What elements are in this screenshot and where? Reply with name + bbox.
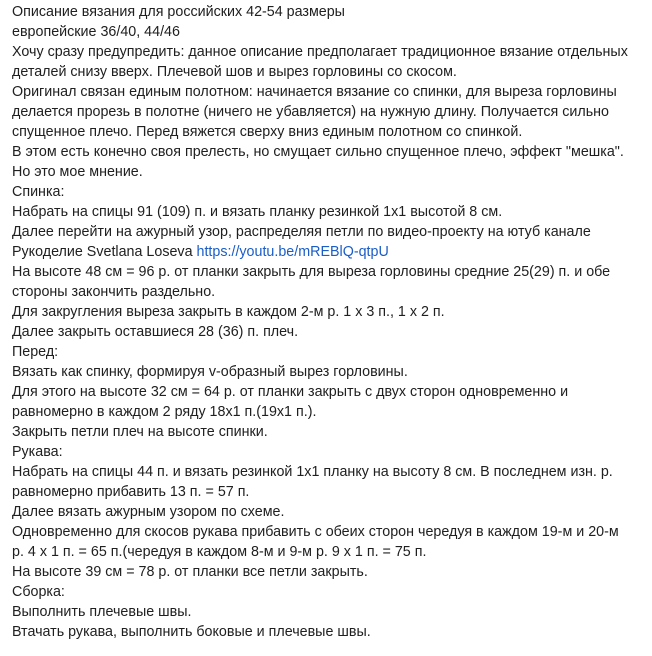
text-line-26: Далее вязать ажурным узором по схеме. [12, 504, 285, 520]
text-line-4: деталей снизу вверх. Плечевой шов и вырез горловины со скосом. [12, 64, 457, 80]
text-line-12: Далее перейти на ажурный узор, распределяя петли по видео-проекту на ютуб канале [12, 224, 591, 240]
youtube-link[interactable]: https://youtu.be/mREBlQ-qtpU [196, 244, 389, 260]
text-line-5: Оригинал связан единым полотном: начинается вязание со спинки, для выреза горловины [12, 84, 617, 100]
text-line-20: Для этого на высоте 32 см = 64 р. от планки закрыть с двух сторон одновременно и [12, 384, 569, 400]
text-line-21: равномерно в каждом 2 ряду 18х1 п.(19х1 п.). [12, 404, 317, 420]
text-line-22: Закрыть петли плеч на высоте спинки. [12, 424, 268, 440]
text-line-8: В этом есть конечно своя прелесть, но смущает сильно спущенное плечо, эффект "мешка". [12, 144, 624, 160]
text-line-16: Для закругления выреза закрыть в каждом 2-м р. 1 х 3 п., 1 х 2 п. [12, 304, 445, 320]
text-line-24: Набрать на спицы 44 п. и вязать резинкой 1х1 планку на высоту 8 см. В последнем изн. р. [12, 464, 613, 480]
text-line-1: Описание вязания для российских 42-54 размеры [12, 4, 345, 20]
text-line-3: Хочу сразу предупредить: данное описание предполагает традиционное вязание отдельных [12, 44, 628, 60]
text-line-17: Далее закрыть оставшиеся 28 (36) п. плеч. [12, 324, 299, 340]
text-line-29: На высоте 39 см = 78 р. от планки все петли закрыть. [12, 564, 368, 580]
channel-line [12, 242, 646, 262]
section-heading-front: Перед: [12, 344, 59, 360]
text-line-28: р. 4 х 1 п. = 65 п.(чередуя в каждом 8-м и 9-м р. 9 х 1 п. = 75 п. [12, 544, 427, 560]
section-heading-sleeves: Рукава: [12, 444, 63, 460]
text-line-7: спущенное плечо. Перед вяжется сверху вниз единым полотном со спинкой. [12, 124, 523, 140]
text-line-15: стороны закончить раздельно. [12, 284, 216, 300]
text-line-9: Но это мое мнение. [12, 164, 143, 180]
section-heading-assembly: Сборка: [12, 584, 65, 600]
text-line-25: равномерно прибавить 13 п. = 57 п. [12, 484, 250, 500]
channel-name: Рукоделие Svetlana Loseva [12, 244, 197, 260]
text-line-11: Набрать на спицы 91 (109) п. и вязать планку резинкой 1х1 высотой 8 см. [12, 204, 503, 220]
text-line-32: Втачать рукава, выполнить боковые и плечевые швы. [12, 624, 371, 640]
text-line-2: европейские 36/40, 44/46 [12, 24, 180, 40]
section-heading-back: Спинка: [12, 184, 65, 200]
text-line-27: Одновременно для скосов рукава прибавить с обеих сторон чередуя в каждом 19-м и 20-м [12, 524, 619, 540]
text-line-31: Выполнить плечевые швы. [12, 604, 192, 620]
text-line-14: На высоте 48 см = 96 р. от планки закрыть для выреза горловины средние 25(29) п. и обе [12, 264, 611, 280]
text-line-6: делается прорезь в полотне (ничего не убавляется) на нужную длину. Получается сильно [12, 104, 609, 120]
text-line-19: Вязать как спинку, формируя v-образный вырез горловины. [12, 364, 408, 380]
